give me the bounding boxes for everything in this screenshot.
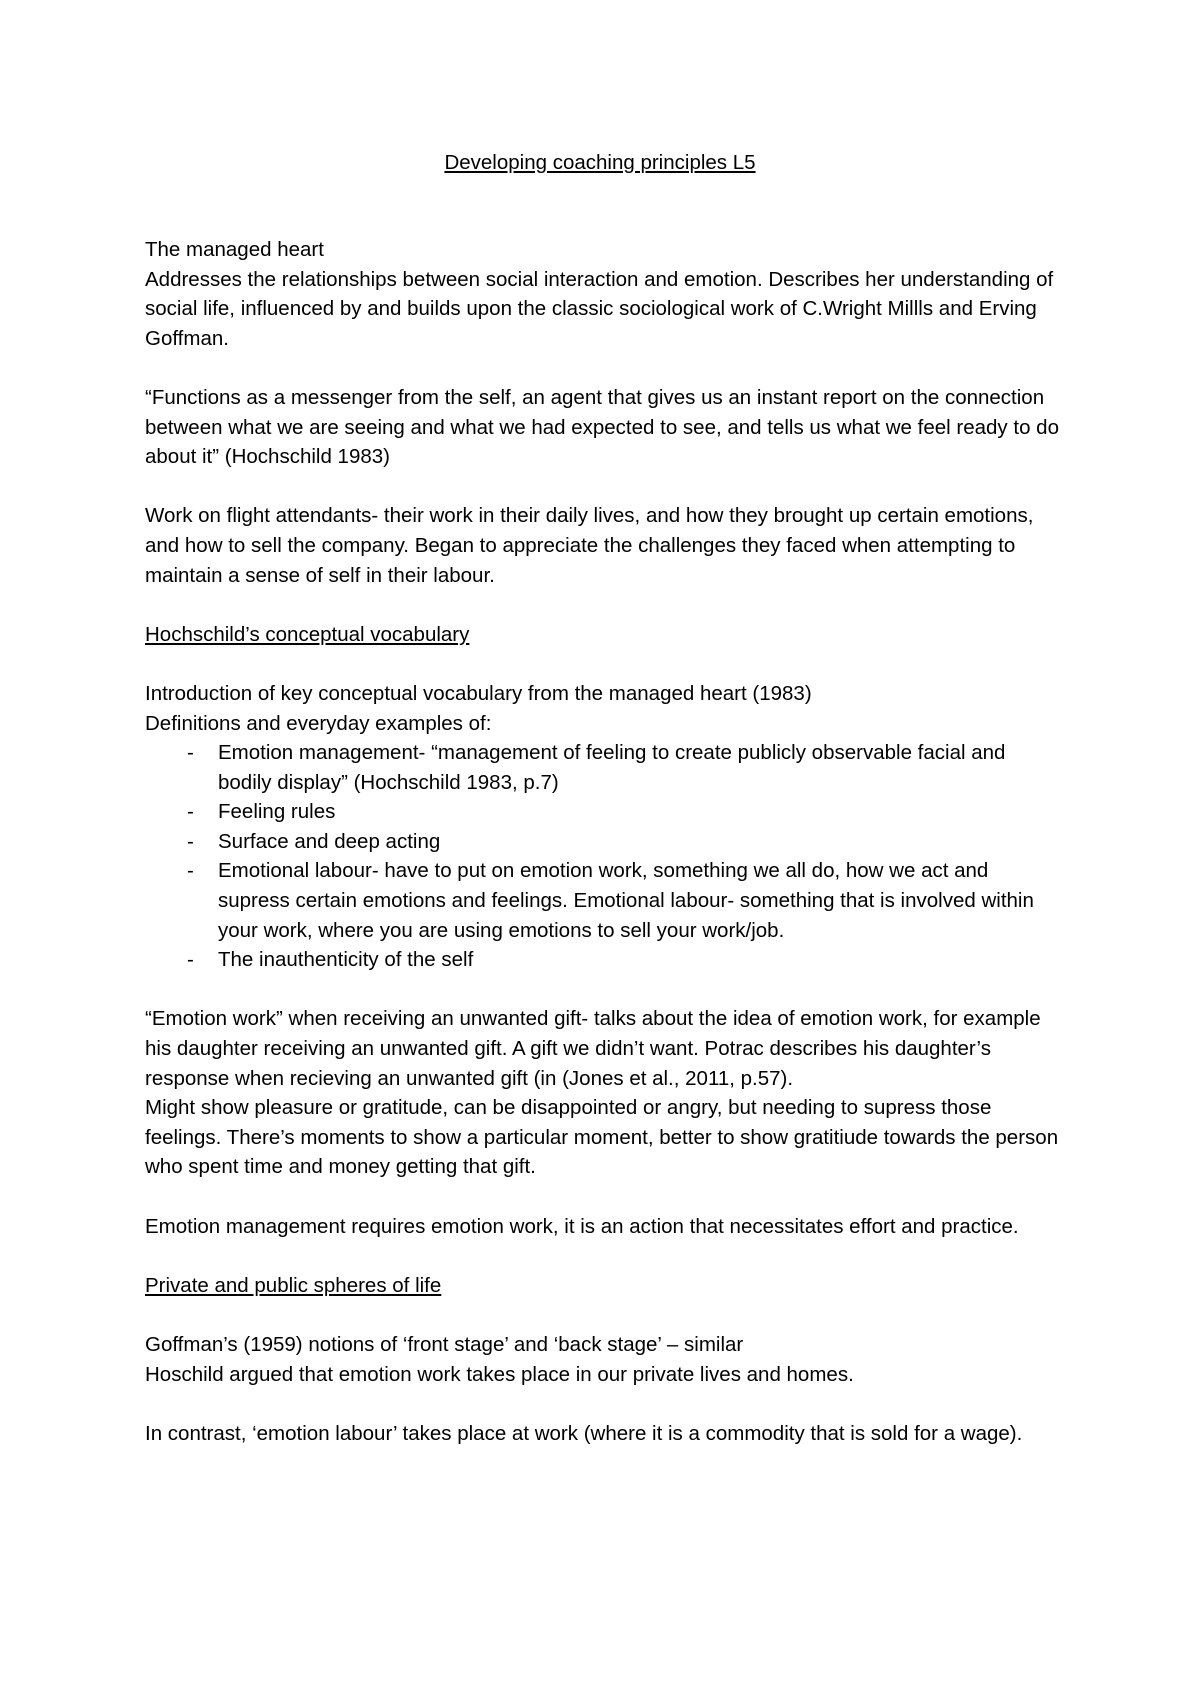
dash-bullet: - bbox=[187, 829, 194, 853]
spacer bbox=[145, 1182, 1060, 1212]
goffman-line: Goffman’s (1959) notions of ‘front stage’ and ‘back stage’ – similar bbox=[145, 1332, 744, 1356]
emotion-labour-contrast: In contrast, ‘emotion labour’ takes place at work (where it is a commodity that is sold for a wage). bbox=[145, 1421, 1023, 1445]
suppress-feelings-paragraph: Might show pleasure or gratitude, can be disappointed or angry, but needing to supress those feelings. There’s moments to show a particular moment, better to show gratitiude towards the person who spent time and money getting that gift. bbox=[145, 1096, 1059, 1179]
dash-bullet: - bbox=[187, 800, 194, 824]
list-item-text: The inauthenticity of the self bbox=[218, 948, 474, 972]
hochschild-quote: “Functions as a messenger from the self, an agent that gives us an instant report on the connection between what we are seeing and what we had expected to see, and tells us what we feel ready to do about it” (Hochschild 1983) bbox=[145, 385, 1059, 469]
spacer bbox=[145, 1300, 1060, 1330]
list-item-text: Feeling rules bbox=[218, 800, 336, 824]
spacer bbox=[145, 1389, 1060, 1419]
flight-attendants-paragraph: Work on flight attendants- their work in their daily lives, and how they brought up certain emotions, and how to sell the company. Began to appreciate the challenges they faced when attempting to maintain a sense of self in their labour. bbox=[145, 504, 1034, 587]
section-heading-conceptual-vocabulary: Hochschild’s conceptual vocabulary bbox=[145, 622, 470, 646]
list-item bbox=[145, 738, 1060, 797]
hoschild-line: Hoschild argued that emotion work takes place in our private lives and homes. bbox=[145, 1362, 854, 1386]
list-item bbox=[145, 797, 1060, 827]
spacer bbox=[145, 472, 1060, 502]
spacer bbox=[145, 353, 1060, 383]
list-item bbox=[145, 945, 1060, 975]
definitions-intro: Definitions and everyday examples of: bbox=[145, 711, 492, 735]
document-body bbox=[145, 235, 1060, 1448]
spacer bbox=[145, 649, 1060, 679]
list-item bbox=[145, 856, 1060, 945]
dash-bullet: - bbox=[187, 741, 194, 765]
emotion-management-paragraph: Emotion management requires emotion work, it is an action that necessitates effort and practice. bbox=[145, 1214, 1019, 1238]
unwanted-gift-paragraph: “Emotion work” when receiving an unwanted gift- talks about the idea of emotion work, for example his daughter receiving an unwanted gift. A gift we didn’t want. Potrac describes his daughter’s response when recieving an unwanted gift (in (Jones et al., 2011, p.57). bbox=[145, 1007, 1041, 1090]
list-item-text: Emotion management- “management of feeling to create publicly observable facial and bodily display” (Hochschild 1983, p.7) bbox=[218, 741, 1006, 794]
list-item bbox=[145, 827, 1060, 857]
dash-bullet: - bbox=[187, 859, 194, 883]
concept-list bbox=[145, 738, 1060, 975]
list-item-text: Surface and deep acting bbox=[218, 829, 441, 853]
spacer bbox=[145, 590, 1060, 620]
vocabulary-intro: Introduction of key conceptual vocabulary from the managed heart (1983) bbox=[145, 681, 812, 705]
spacer bbox=[145, 1241, 1060, 1271]
page-title: Developing coaching principles L5 bbox=[444, 151, 756, 174]
section-heading-managed-heart: The managed heart bbox=[145, 238, 324, 261]
spacer bbox=[145, 975, 1060, 1005]
dash-bullet: - bbox=[187, 948, 194, 972]
managed-heart-paragraph: Addresses the relationships between social interaction and emotion. Describes her understanding of social life, influenced by and builds upon the classic sociological work of C.Wright Millls and Erving Goffman. bbox=[145, 267, 1054, 350]
list-item-text: Emotional labour- have to put on emotion work, something we all do, how we act and supress certain emotions and feelings. Emotional labour- something that is involved within your work, where you are using emotions to sell your work/job. bbox=[218, 859, 1034, 942]
section-heading-private-public: Private and public spheres of life bbox=[145, 1273, 442, 1297]
